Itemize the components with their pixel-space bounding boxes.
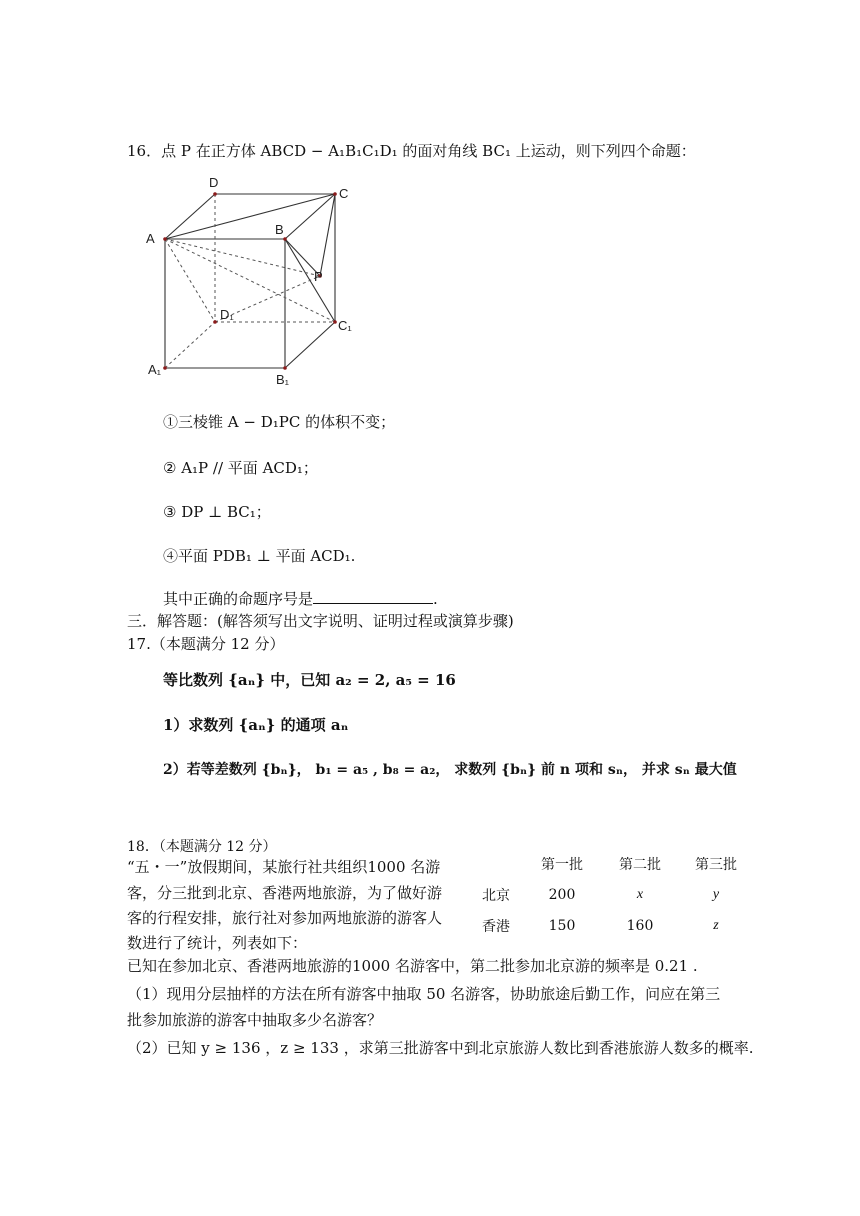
table-cell: y: [712, 886, 720, 902]
proposition-2: ② A₁P // 平面 ACD₁；: [163, 459, 318, 477]
section-heading: 三．解答题：(解答须写出文字说明、证明过程或演算步骤): [127, 612, 514, 630]
answer-prompt: 其中正确的命题序号是: [163, 590, 314, 608]
vertex-C: [333, 192, 337, 196]
label-D1: D₁: [220, 307, 234, 322]
table-header-row: [470, 848, 754, 879]
label-C: C: [339, 186, 349, 201]
q18-condition: 已知在参加北京、香港两地旅游的1000 名游客中，第二批参加北京游的频率是 0.21 .: [127, 957, 698, 975]
tour-table: [470, 848, 754, 941]
vertex-B1: [283, 366, 287, 370]
table-cell: x: [636, 886, 644, 902]
q18-intro-line-4: 数进行了统计，列表如下：: [127, 934, 308, 952]
edge-AD1: [165, 239, 215, 322]
label-D: D: [209, 175, 219, 190]
table-header-cell: 第二批: [619, 856, 661, 873]
vertex-D1: [213, 320, 217, 324]
proposition-3: ③ DP ⊥ BC₁；: [163, 503, 271, 521]
answer-blank: [313, 589, 433, 604]
label-P: P: [314, 269, 323, 284]
vertex-D: [213, 192, 217, 196]
table-cell: 200: [548, 886, 576, 903]
table-cell: z: [713, 917, 719, 933]
table-cell: 150: [548, 917, 576, 934]
vertex-A: [163, 237, 167, 241]
vertex-B: [283, 237, 287, 241]
table-cell: 160: [626, 917, 654, 934]
table-row: [470, 879, 754, 910]
proposition-4: ④平面 PDB₁ ⊥ 平面 ACD₁.: [163, 547, 356, 565]
answer-line: [163, 588, 438, 609]
table-header-cell: 第一批: [541, 856, 583, 873]
q16-stem: 16．点 P 在正方体 ABCD − A₁B₁C₁D₁ 的面对角线 BC₁ 上运动，则下列四个命题：: [127, 142, 696, 160]
q17-part2: 2）若等差数列 {bₙ}， b₁ = a₅ , b₈ = a₂， 求数列 {bₙ} 前 n 项和 sₙ， 并求 sₙ 最大值: [163, 762, 737, 778]
q18-header: 18．（本题满分 12 分）: [127, 839, 277, 855]
answer-end: .: [433, 590, 438, 608]
cube-figure: [140, 172, 370, 392]
table-cell: 北京: [482, 887, 510, 904]
label-B: B: [275, 222, 284, 237]
vertex-C1: [333, 320, 337, 324]
edge-A1D1: [165, 322, 215, 368]
q18-part1-line-2: 批参加旅游的游客中抽取多少名游客？: [127, 1011, 383, 1029]
q18-intro-line-1: “五・一”放假期间，某旅行社共组织1000 名游: [127, 858, 441, 876]
q17-header: 17.（本题满分 12 分）: [127, 635, 285, 653]
table-cell: 香港: [482, 918, 510, 935]
q18-intro-line-2: 客，分三批到北京、香港两地旅游，为了做好游: [127, 884, 443, 902]
vertex-A1: [163, 366, 167, 370]
q18-intro-line-3: 客的行程安排，旅行社对参加两地旅游的游客人: [127, 909, 443, 927]
edge-B1C1: [285, 322, 335, 368]
q18-part1-line-1: （1）现用分层抽样的方法在所有游客中抽取 50 名游客，协助旅途后勤工作，问应在第三: [127, 985, 721, 1003]
q17-part1: 1）求数列 {aₙ} 的通项 aₙ: [163, 716, 349, 734]
label-A: A: [146, 231, 155, 246]
q17-given: 等比数列 {aₙ} 中，已知 a₂ = 2, a₅ = 16: [163, 671, 456, 689]
table-header-cell: [470, 848, 522, 879]
edge-CP: [320, 194, 335, 276]
table-header-cell: 第三批: [695, 856, 737, 873]
q18-part2: （2）已知 y ≥ 136 ，z ≥ 133 ，求第三批游客中到北京旅游人数比到香港旅游人数多的概率.: [127, 1039, 754, 1057]
label-A1: A₁: [148, 362, 162, 377]
table-row: [470, 910, 754, 941]
proposition-1: ①三棱锥 A − D₁PC 的体积不变；: [163, 413, 396, 431]
label-B1: B₁: [276, 372, 290, 387]
label-C1: C₁: [338, 318, 352, 333]
